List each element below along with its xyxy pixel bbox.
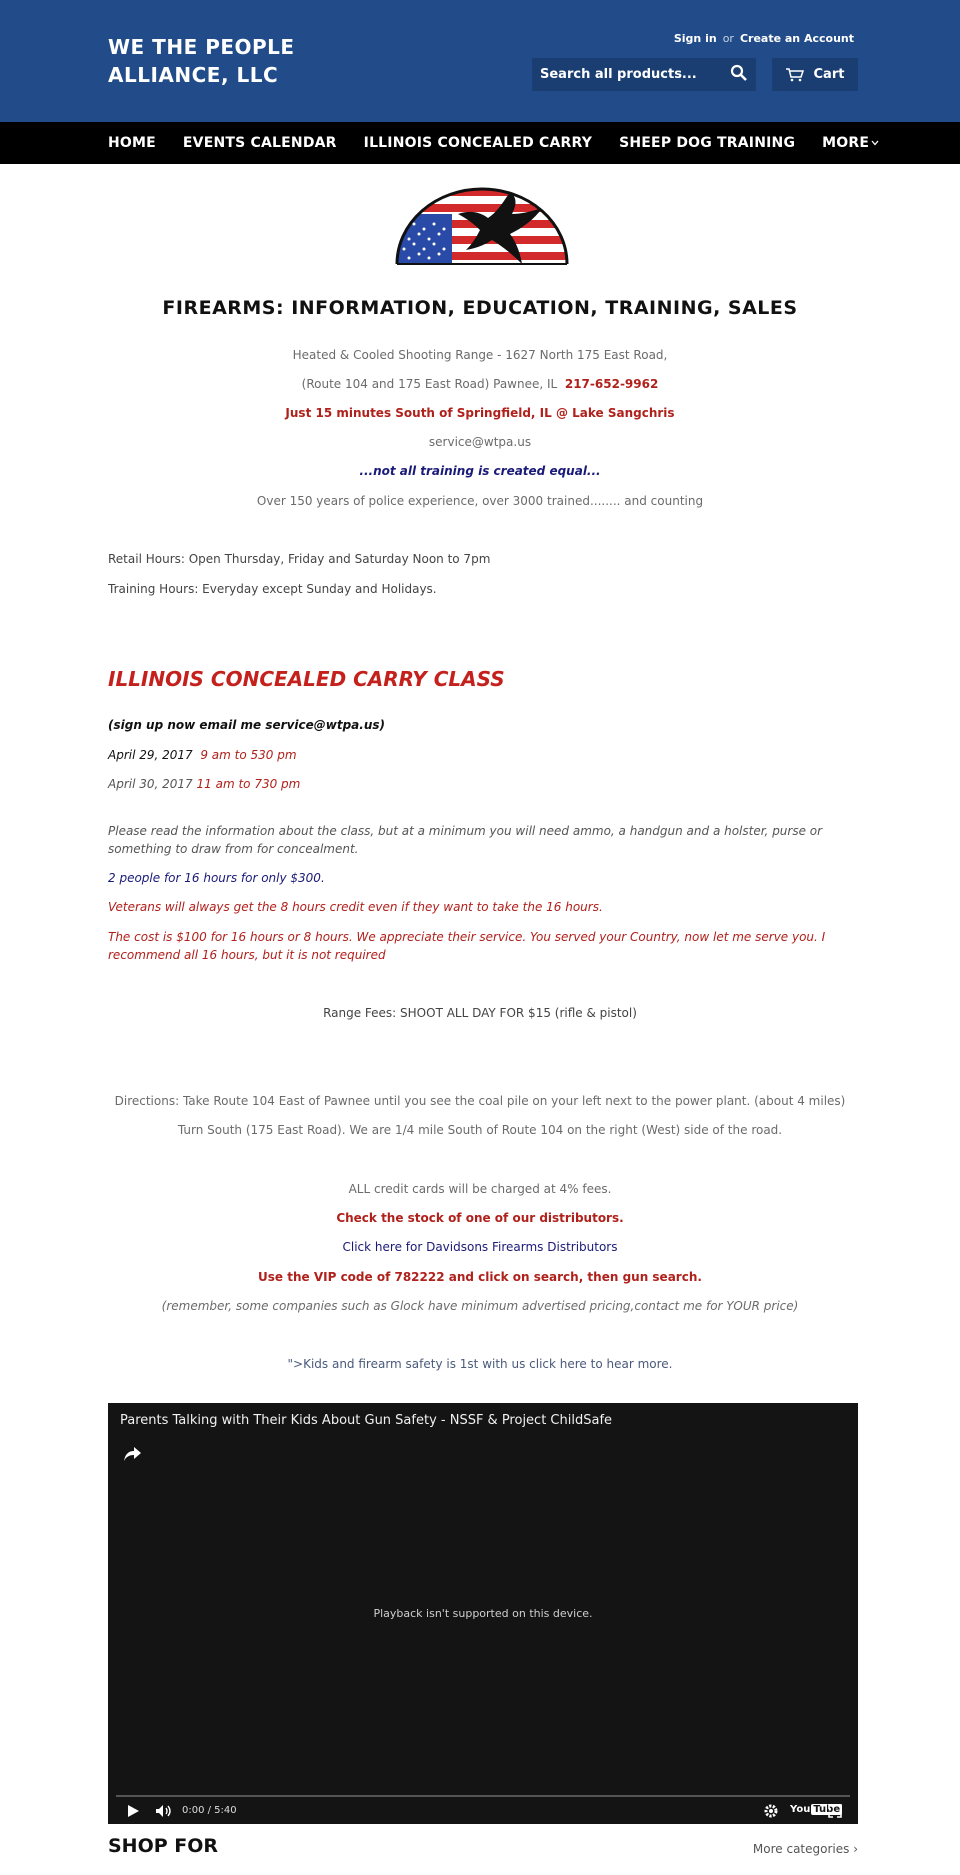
sign-in-link[interactable]: Sign in <box>673 32 717 45</box>
create-account-link[interactable]: Create an Account <box>739 32 854 45</box>
class-date-2 <box>108 775 853 793</box>
location-text: Just 15 minutes South of Springfield, IL @ Lake Sangchris <box>285 406 675 420</box>
nav-more-label: MORE <box>822 135 870 151</box>
youtube-logo[interactable]: You Tube <box>790 1804 841 1815</box>
range-address: Heated & Cooled Shooting Range - 1627 North 175 East Road, <box>292 348 668 362</box>
video-progress-bar[interactable] <box>116 1795 850 1797</box>
class-date-1 <box>108 746 853 764</box>
fullscreen-icon[interactable] <box>828 1804 842 1818</box>
slogan-text: ...not all training is created equal... <box>359 464 601 478</box>
time-2: 11 am to 730 pm <box>196 777 301 791</box>
site-title-link[interactable]: WE THE PEOPLE ALLIANCE, LLC <box>108 35 295 87</box>
shop-for-heading: SHOP FOR <box>108 1835 219 1857</box>
time-1: 9 am to 530 pm <box>200 748 297 762</box>
nav-item-sheep-dog-training[interactable]: SHEEP DOG TRAINING <box>619 135 796 151</box>
vip-code-text: Use the VIP code of 782222 and click on search, then gun search. <box>258 1270 702 1284</box>
class-title: ILLINOIS CONCEALED CARRY CLASS <box>108 667 505 691</box>
directions-2: Turn South (175 East Road). We are 1/4 mile South of Route 104 on the right (West) side of the road. <box>177 1123 783 1137</box>
kids-safety-link[interactable]: ">Kids and firearm safety is 1st with us click here to hear more. <box>287 1357 673 1371</box>
eagle-flag-logo <box>392 184 572 266</box>
range-fees: Range Fees: SHOOT ALL DAY FOR $15 (rifle & pistol) <box>323 1006 637 1020</box>
cart-button[interactable] <box>772 58 858 91</box>
nav-item-events-calendar[interactable]: EVENTS CALENDAR <box>182 135 337 151</box>
training-hours: Training Hours: Everyday except Sunday and Holidays. <box>108 582 437 596</box>
experience-text: Over 150 years of police experience, over 3000 trained........ and counting <box>256 494 704 508</box>
search-button[interactable] <box>726 62 752 87</box>
playback-message: Playback isn't supported on this device. <box>373 1607 593 1620</box>
date-2: April 30, 2017 <box>108 777 193 791</box>
credit-card-note: ALL credit cards will be charged at 4% fees. <box>348 1182 612 1196</box>
veterans-text: Veterans will always get the 8 hours credit even if they want to take the 16 hours. <box>108 900 603 914</box>
signup-text: (sign up now email me service@wtpa.us) <box>108 718 386 732</box>
deal-text: 2 people for 16 hours for only $300. <box>108 871 325 885</box>
youtube-video-player[interactable] <box>108 1403 858 1824</box>
search-icon <box>730 64 748 82</box>
video-controls <box>108 1800 858 1824</box>
main-navigation <box>0 122 960 164</box>
share-icon[interactable] <box>122 1445 142 1463</box>
page-title: FIREARMS: INFORMATION, EDUCATION, TRAINING, SALES <box>162 297 798 319</box>
route-text: (Route 104 and 175 East Road) Pawnee, IL <box>301 377 558 391</box>
pricing-note: (remember, some companies such as Glock have minimum advertised pricing,contact me for YOUR price) <box>161 1299 799 1313</box>
route-line <box>0 377 960 391</box>
davidsons-link[interactable]: Click here for Davidsons Firearms Distributors <box>342 1240 618 1254</box>
nav-item-home[interactable]: HOME <box>108 135 156 151</box>
or-text: or <box>722 32 734 45</box>
search-form <box>532 58 756 91</box>
video-title[interactable]: Parents Talking with Their Kids About Gun Safety - NSSF & Project ChildSafe <box>120 1413 613 1428</box>
gear-icon[interactable] <box>763 1803 779 1819</box>
class-info: Please read the information about the class, but at a minimum you will need ammo, a handgun and a holster, purse or something to draw from for concealment. <box>108 824 823 856</box>
site-header <box>0 0 960 122</box>
email-text: service@wtpa.us <box>428 435 532 449</box>
date-1: April 29, 2017 <box>108 748 193 762</box>
volume-icon[interactable] <box>155 1804 173 1818</box>
nav-item-illinois-concealed-carry[interactable]: ILLINOIS CONCEALED CARRY <box>363 135 593 151</box>
account-links <box>674 32 854 45</box>
video-time: 0:00 / 5:40 <box>182 1805 237 1816</box>
cart-icon <box>786 68 804 82</box>
cart-label: Cart <box>813 67 845 82</box>
more-categories-link[interactable]: More categories › <box>752 1842 858 1856</box>
check-stock-link[interactable]: Check the stock of one of our distributors. <box>336 1211 624 1225</box>
play-icon[interactable] <box>126 1804 140 1818</box>
search-input[interactable] <box>532 58 722 91</box>
cost-text: The cost is $100 for 16 hours or 8 hours. We appreciate their service. You served your Country, now let me serve you. I recommend all 16 hours, but it is not required <box>108 930 826 962</box>
retail-hours: Retail Hours: Open Thursday, Friday and Saturday Noon to 7pm <box>108 552 491 566</box>
nav-item-more[interactable] <box>822 135 879 151</box>
phone-number: 217-652-9962 <box>564 377 659 391</box>
directions-1: Directions: Take Route 104 East of Pawnee until you see the coal pile on your left next to the power plant. (about 4 miles) <box>114 1094 846 1108</box>
chevron-down-icon <box>871 140 879 146</box>
